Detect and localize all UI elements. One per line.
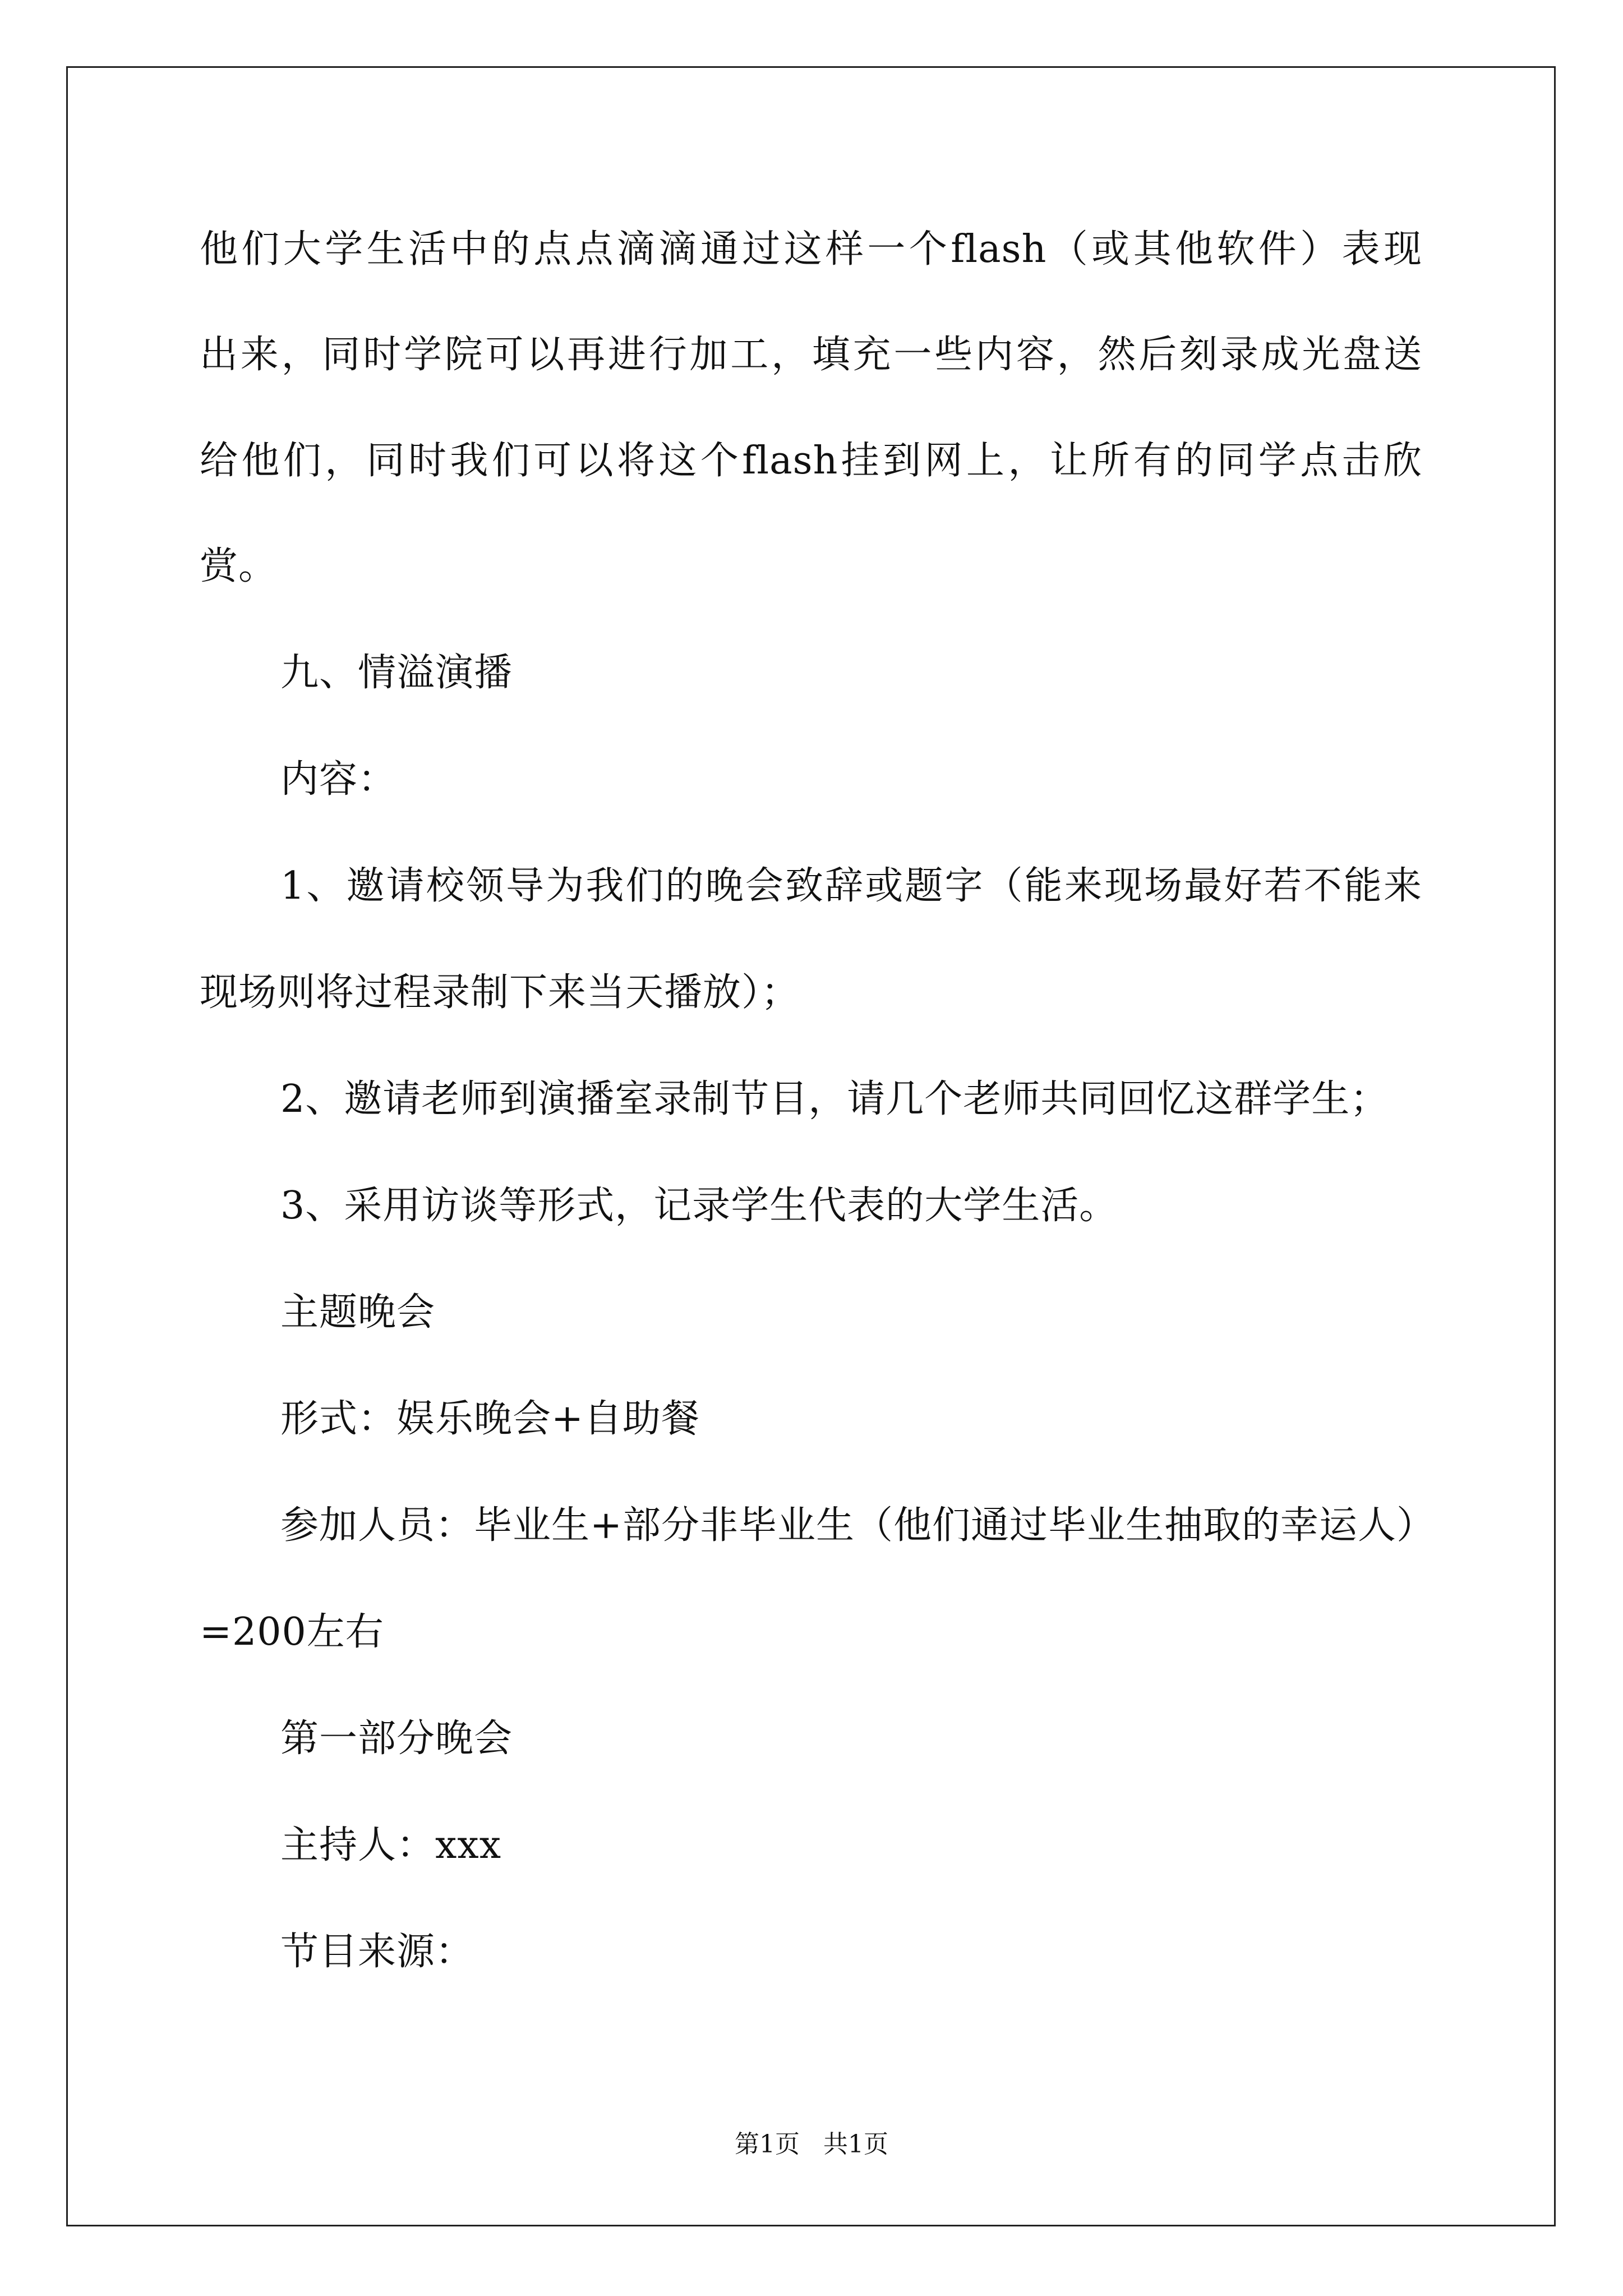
paragraph-line: =200左右 — [200, 1610, 384, 1654]
paragraph-line: 节目来源： — [280, 1930, 474, 1974]
paragraph-line: 给他们，同时我们可以将这个flash挂到网上，让所有的同学点击欣 — [200, 439, 1422, 483]
section-heading: 九、情溢演播 — [280, 651, 513, 695]
paragraph-line: 出来，同时学院可以再进行加工，填充一些内容，然后刻录成光盘送 — [200, 333, 1422, 377]
page-footer: 第1页 共1页 — [735, 2130, 888, 2159]
section-heading: 第一部分晚会 — [280, 1717, 513, 1761]
paragraph-line: 现场则将过程录制下来当天播放）； — [200, 970, 800, 1015]
paragraph-line: 2、邀请老师到演播室录制节目，请几个老师共同回忆这群学生； — [280, 1077, 1389, 1121]
paragraph-line: 形式：娱乐晚会+自助餐 — [280, 1397, 700, 1441]
paragraph-line: 3、采用访谈等形式，记录学生代表的大学生活。 — [280, 1184, 1118, 1228]
paragraph-line: 内容： — [280, 757, 397, 802]
paragraph-line: 主持人：xxx — [280, 1823, 502, 1867]
paragraph-line: 参加人员：毕业生+部分非毕业生（他们通过毕业生抽取的幸运人） — [280, 1503, 1435, 1548]
page-border — [66, 66, 1556, 2226]
paragraph-line: 1、邀请校领导为我们的晚会致辞或题字（能来现场最好若不能来 — [280, 864, 1422, 908]
section-heading: 主题晚会 — [280, 1290, 436, 1335]
paragraph-line: 他们大学生活中的点点滴滴通过这样一个flash（或其他软件）表现 — [200, 227, 1422, 272]
paragraph-line: 赏。 — [200, 544, 278, 588]
